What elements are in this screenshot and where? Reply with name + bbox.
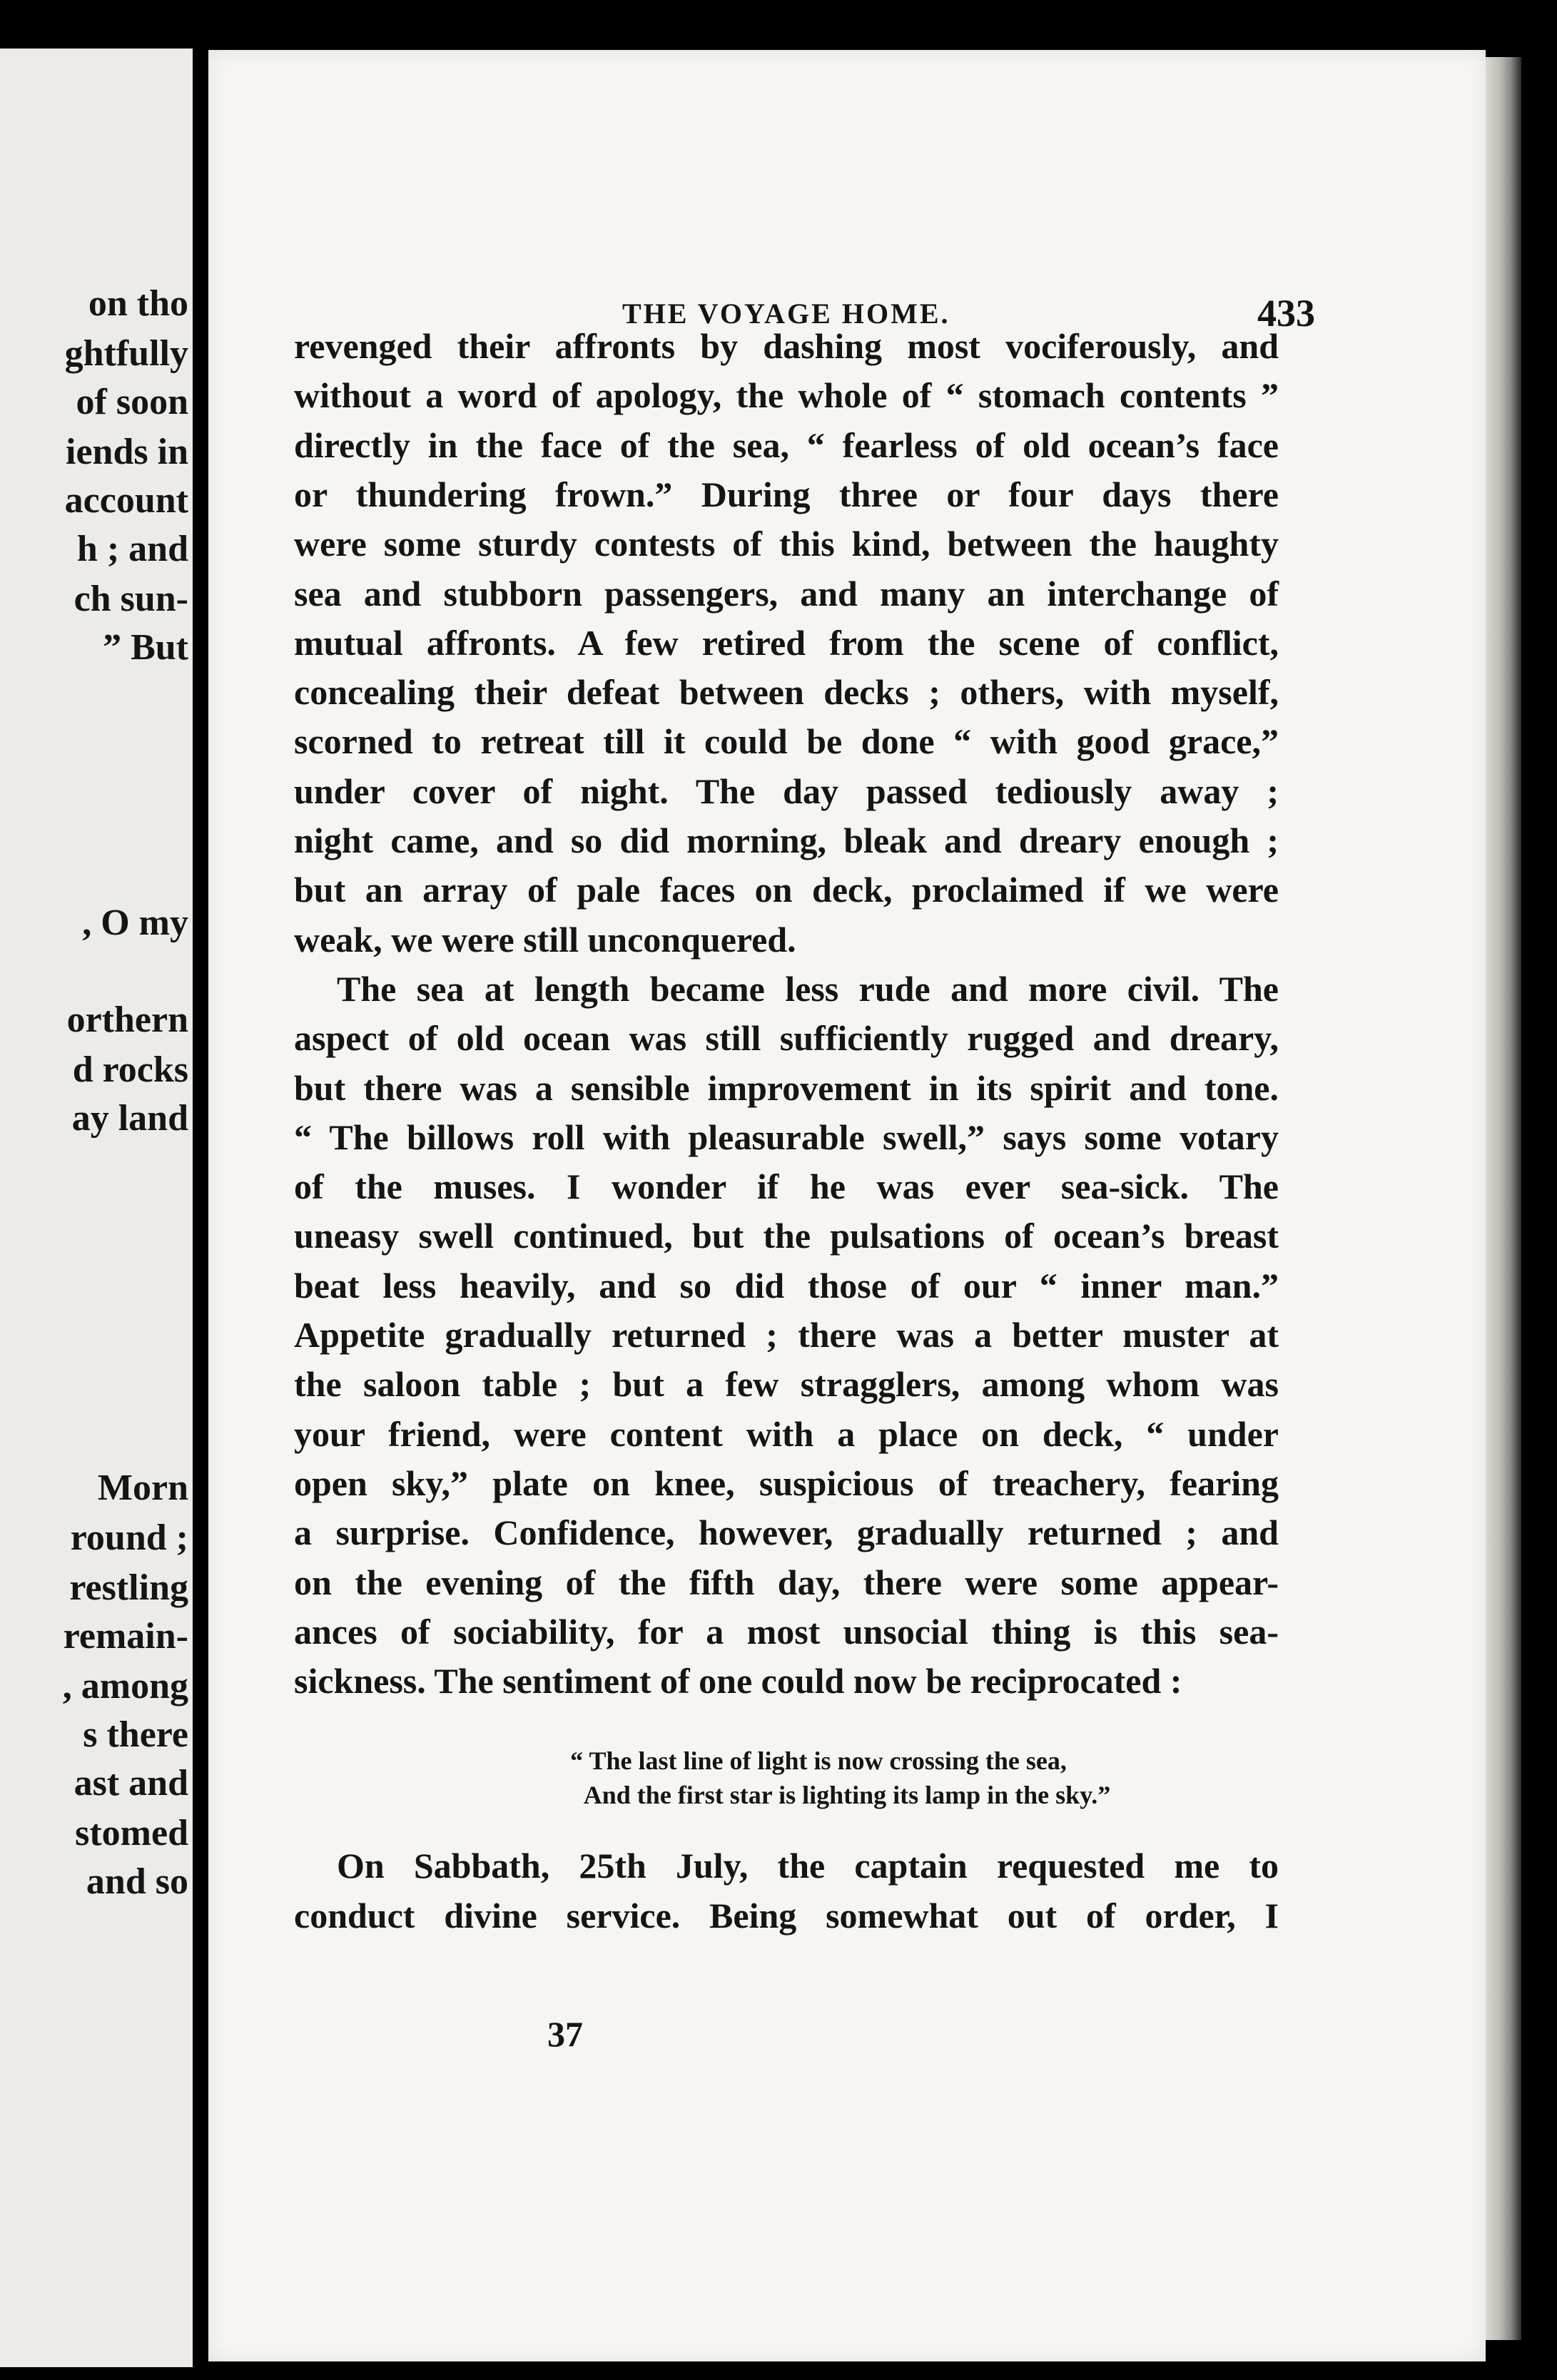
left-page-line: d rocks bbox=[72, 1049, 188, 1090]
quote-line: “ The last line of light is now crossing the sea, bbox=[570, 1746, 1067, 1775]
left-page-line: and so bbox=[86, 1861, 188, 1902]
running-title: THE VOYAGE HOME. bbox=[622, 298, 950, 330]
body-line: were some sturdy contests of this kind, between the haughty bbox=[294, 524, 1279, 564]
body-line: of the muses. I wonder if he was ever sea-sick. The bbox=[294, 1166, 1279, 1206]
left-page-line: restling bbox=[69, 1567, 188, 1608]
left-page-line: account bbox=[64, 480, 188, 521]
body-line: sea and stubborn passengers, and many an interchange of bbox=[294, 574, 1279, 614]
left-page-line: on tho bbox=[88, 283, 188, 324]
page-number: 433 bbox=[1257, 292, 1315, 335]
body-line: scorned to retreat till it could be done “ with good grace,” bbox=[294, 721, 1279, 761]
left-page-fragment bbox=[0, 49, 193, 2367]
body-line: beat less heavily, and so did those of our “ inner man.” bbox=[294, 1266, 1279, 1306]
left-page-line: , among bbox=[62, 1666, 188, 1707]
background-edge bbox=[1521, 43, 1557, 2380]
closing-line: conduct divine service. Being somewhat out of order, I bbox=[294, 1896, 1279, 1936]
body-line: Appetite gradually returned ; there was a better muster at bbox=[294, 1315, 1279, 1355]
body-line: The sea at length became less rude and more civil. The bbox=[337, 969, 1279, 1009]
left-page-line: orthern bbox=[66, 1000, 188, 1040]
left-page-line: ” But bbox=[103, 627, 188, 668]
body-line: but there was a sensible improvement in its spirit and tone. bbox=[294, 1068, 1279, 1108]
signature-mark: 37 bbox=[547, 2014, 583, 2054]
body-line: aspect of old ocean was still sufficiently rugged and dreary, bbox=[294, 1018, 1279, 1058]
left-page-line: round ; bbox=[70, 1517, 188, 1558]
body-line: or thundering frown.” During three or four days there bbox=[294, 474, 1279, 514]
left-page-line: remain- bbox=[63, 1616, 188, 1657]
body-line: mutual affronts. A few retired from the scene of conflict, bbox=[294, 623, 1279, 663]
body-line: under cover of night. The day passed tediously away ; bbox=[294, 771, 1279, 811]
body-line: open sky,” plate on knee, suspicious of treachery, fearing bbox=[294, 1463, 1279, 1503]
left-page-line: h ; and bbox=[76, 529, 188, 569]
quote-line: And the first star is lighting its lamp in the sky.” bbox=[583, 1781, 1111, 1809]
body-line: the saloon table ; but a few stragglers, among whom was bbox=[294, 1364, 1279, 1404]
left-page-line: ghtfully bbox=[64, 333, 188, 374]
body-line: revenged their affronts by dashing most vociferously, and bbox=[294, 326, 1279, 366]
left-page-line: of soon bbox=[76, 382, 188, 422]
body-line: concealing their defeat between decks ; others, with myself, bbox=[294, 672, 1279, 712]
body-line: a surprise. Confidence, however, gradually returned ; and bbox=[294, 1512, 1279, 1552]
page-edge bbox=[1486, 57, 1521, 2340]
body-line: night came, and so did morning, bleak and dreary enough ; bbox=[294, 820, 1279, 860]
body-line: sickness. The sentiment of one could now be reciprocated : bbox=[294, 1661, 1182, 1701]
body-line: your friend, were content with a place on deck, “ under bbox=[294, 1414, 1279, 1454]
body-line: on the evening of the fifth day, there were some appear- bbox=[294, 1562, 1279, 1602]
closing-line: On Sabbath, 25th July, the captain requested me to bbox=[337, 1846, 1279, 1886]
left-page-line: Morn bbox=[97, 1468, 188, 1508]
book-gutter bbox=[193, 0, 207, 2380]
body-line: “ The billows roll with pleasurable swell,” says some votary bbox=[294, 1117, 1279, 1157]
body-line: ances of sociability, for a most unsocial thing is this sea- bbox=[294, 1612, 1279, 1652]
body-line: weak, we were still unconquered. bbox=[294, 920, 796, 960]
left-page-line: iends in bbox=[66, 432, 188, 472]
body-line: directly in the face of the sea, “ fearless of old ocean’s face bbox=[294, 425, 1279, 465]
book-page bbox=[208, 50, 1486, 2361]
left-page-line: ast and bbox=[73, 1763, 188, 1804]
left-page-line: stomed bbox=[75, 1813, 188, 1853]
left-page-line: , O my bbox=[82, 902, 188, 943]
body-line: uneasy swell continued, but the pulsations of ocean’s breast bbox=[294, 1216, 1279, 1256]
left-page-line: ch sun- bbox=[73, 579, 188, 619]
left-page-line: s there bbox=[83, 1714, 188, 1755]
body-line: but an array of pale faces on deck, proclaimed if we were bbox=[294, 870, 1279, 910]
left-page-line: ay land bbox=[71, 1098, 188, 1139]
body-line: without a word of apology, the whole of “ stomach contents ” bbox=[294, 375, 1279, 415]
